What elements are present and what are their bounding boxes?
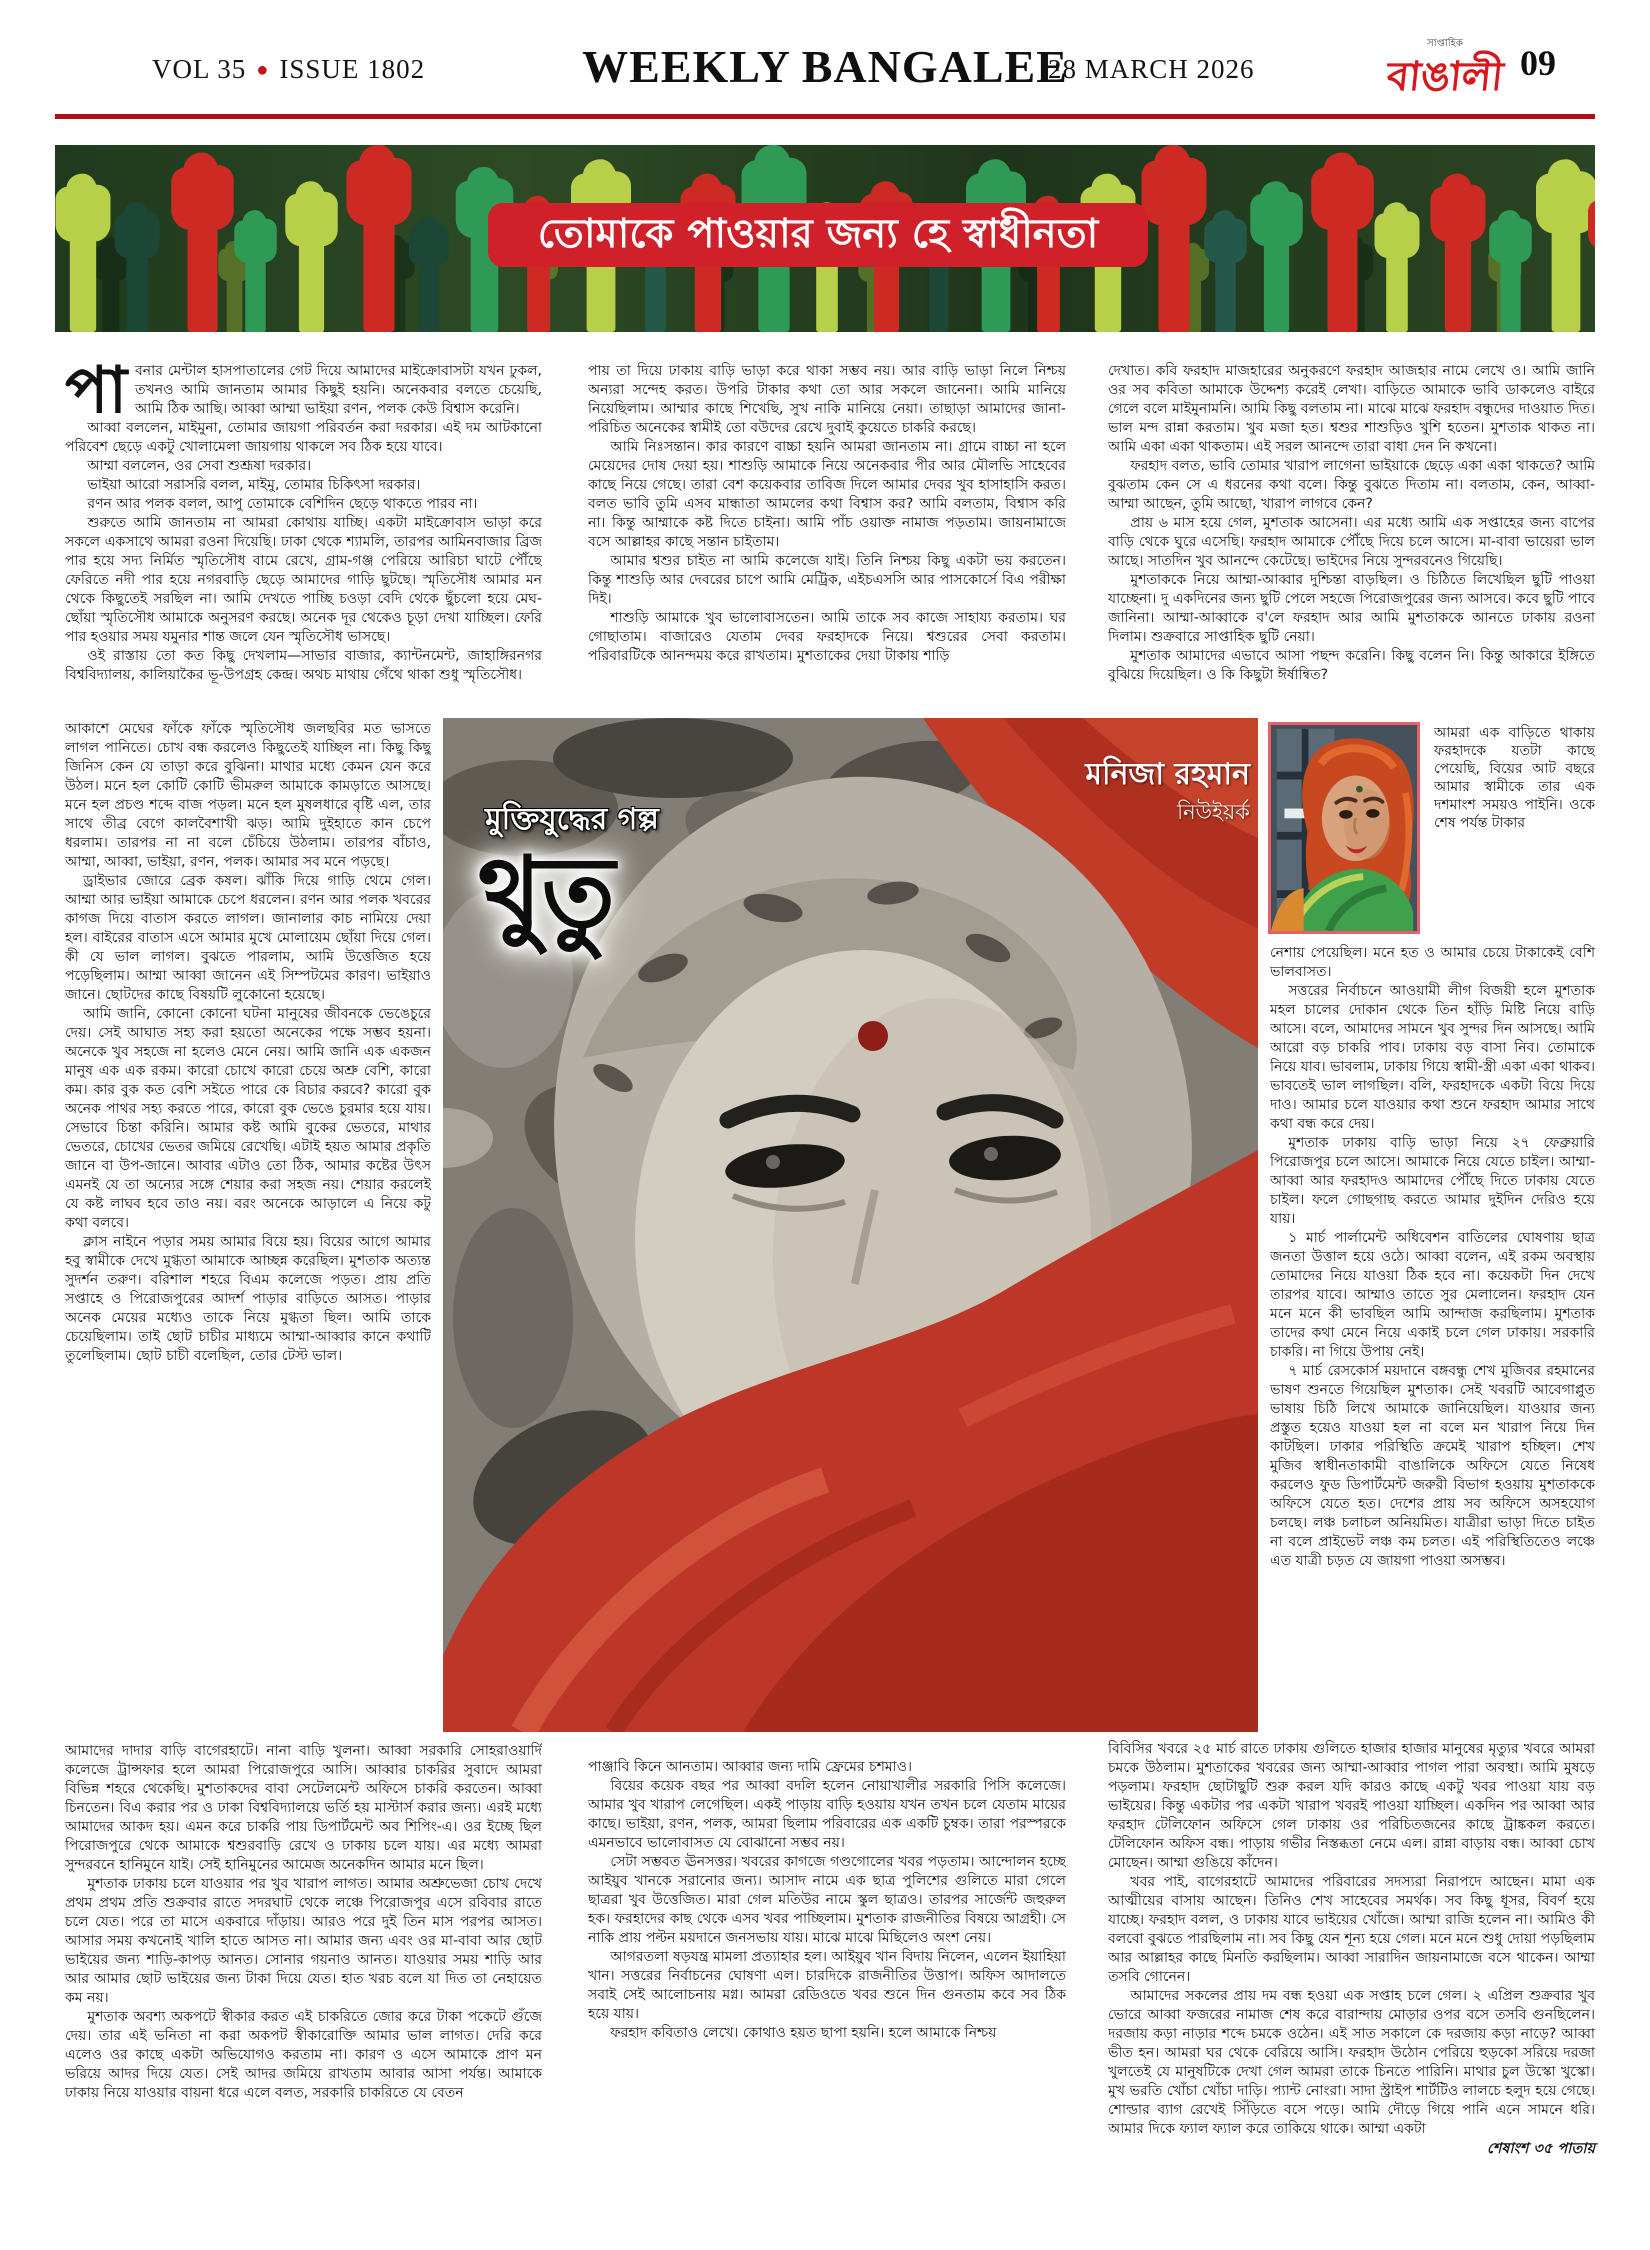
masthead-title: WEEKLY BANGALEE (582, 41, 1068, 92)
bindi-dot (858, 1021, 888, 1051)
paragraph: আগরতলা ষড়যন্ত্র মামলা প্রত্যাহার হল। আইয়ুব খান বিদায় নিলেন, এলেন ইয়াহিয়া খান। সত্তরের নির্বাচনের ঘোষণা এল। চারদিকে রাজনীতির উত্তাপ। অফিস আদালতে সবাই সেই আলোচনায় মগ্ন। আমরা রেডিওতে খবর শুনে দিন গুনতাম কবে সব ঠিক হয়ে যায়। (588, 1949, 1066, 2022)
independence-banner (55, 145, 1595, 332)
paragraph: মুশতাক ঢাকায় চলে যাওয়ার পর খুব খারাপ লাগত। আমার অশ্রুভেজা চোখ দেখে প্রথম প্রথম প্রতি শুক্রবার রাতে সদরঘাট থেকে লঞ্চে পিরোজপুর এসে রবিবার রাতে চলে যেত। পরে তা মাসে একবারে দাঁড়ায়। আরও পরে দুই তিন মাস পরপর আসত। আসার সময় কখনোই খালি হাতে আসত না। আমার জন্য এবং ওর মা-বাবা আর ছোট ভাইয়ের জন্য শাড়ি-কাপড় আনত। সোনার গয়নাও আনত। যাওয়ার সময় শাড়ি আর আর আমার ছোট ভাইয়ের জন্য টাকা দিয়ে যেত। হাত খরচ বলে যা দিত তা নেহায়েত কম নয়। (65, 1876, 542, 2006)
author-location: নিউইয়র্ক (1177, 800, 1250, 824)
column3-middle (1270, 944, 1595, 1734)
right-eye-glint (984, 1147, 998, 1161)
banner-title-box (488, 203, 1148, 267)
issue-date: 28 MARCH 2026 (1048, 54, 1255, 84)
paragraph: খবর পাই, বাগেরহাটে আমাদের পরিবারের সদস্যরা নিরাপদে আছেন। মামা এক আত্মীয়ের বাসায় আছেন। তিনিও শেখ সাহেবের সমর্থক। সব কিছু ধূসর, বিবর্ণ হয়ে যাচ্ছে। ফরহাদ বলল, ও ঢাকায় যাবে ভাইয়ের খোঁজে। আম্মা রাজি হলেন না। আমিও কী বলবো বুঝতে পারছিলাম না। সব কিছু যেন শূন্য হয়ে গেল। মনে মনে শুধু দোয়া পড়ছিলাম আর আল্লাহর কাছে মিনতি করছিলাম। আব্বা সারাদিন জায়নামাজে বসে থাকেন। আম্মা তসবি গোনেন। (1108, 1874, 1595, 1985)
lead-text: বনার মেন্টাল হাসপাতালের গেট দিয়ে আমাদের মাইক্রোবাসটা যখন ঢুকল, তখনও আমি জানতাম আমার কিছুই হয়নি। অনেকবার বলতে চেয়েছি, আমি ঠিক আছি। আব্বা আম্মা ভাইয়া রণন, পলক কেউ বিশ্বাস করেনি। (135, 363, 542, 417)
paragraph: আমাদের দাদার বাড়ি বাগেরহাটে। নানা বাড়ি খুলনা। আব্বা সরকারি সোহরাওয়ার্দি কলেজে ট্রান্সফার হলে আমরা পিরোজপুরে আসি। আব্বার চাকরির সুবাদে আমরা বিভিন্ন শহরে থেকেছি। মুশতাকদের বাবা সেটেলমেন্ট অফিসে চাকরি করতেন। আব্বা চিনতেন। বিএ করার পর ও ঢাকা বিশ্ববিদ্যালয়ে ভর্তি হয় মাস্টার্স করার জন্য। এরই মধ্যে আমাদের আকদ হয়। এমন করে চাকরি পায় ডিপার্টমেন্ট অব শিপিং-এ। ওর ইচ্ছে ছিল পিরোজপুরে থেকে আমাকে শ্বশুরবাড়ি রেখে ও ঢাকায় চলে যায়। এর মধ্যে আমরা সুন্দরবনে হানিমুনে যাই। সেই হানিমুনের আমেজ অনেকদিন আমার মনে ছিল। (65, 1743, 542, 1873)
author-portrait (1271, 725, 1417, 931)
header-rule (55, 114, 1595, 119)
paragraph: ৭ মার্চ রেসকোর্স ময়দানে বঙ্গবন্ধু শেখ মুজিবর রহমানের ভাষণ শুনতে গিয়েছিল মুশতাক। সেই খবরটি আবেগাপ্লুত ভাষায় চিঠি লিখে আমাকে জানিয়েছিল। যাওয়ার জন্য প্রস্তুত হয়েও যাওয়া হল না বলে মন খারাপ নিয়ে দিন কাটছিল। ঢাকার পরিস্থিতি ক্রমেই খারাপ হচ্ছিল। শেখ মুজিব স্বাধীনতাকামী বাঙালিকে অফিসে যেতে নিষেধ করলেও ফুড ডিপার্টমেন্ট জরুরী বিভাগ হওয়ায় মুশতাককে অফিসে যেতে হত। দেশের প্রায় সব অফিসে অসহযোগ চলছে। লঞ্চ চলাচল অনিয়মিত। যাত্রীরা ভাড়া দিতে চাইত না বলে প্রাইভেট লঞ্চ কম চলত। এই পরিস্থিতিতেও লঞ্চে এত যাত্রী চড়ত যে জায়গা পাওয়া অসম্ভব। (1270, 1363, 1595, 1569)
story-kicker: মুক্তিযুদ্ধের গল্প (485, 802, 659, 837)
author-name: মনিজা রহমান (1085, 757, 1250, 792)
logo-bangla-text: বাঙালী (1384, 54, 1506, 100)
column2-top (588, 362, 1066, 714)
column3-bottom (1108, 1740, 1595, 2162)
paragraph: ওই রাস্তায় তো কত কিছু দেখলাম—সাভার বাজার, ক্যান্টনমেন্ট, জাহাঙ্গিরনগর বিশ্ববিদ্যালয়, কালিয়াকৈর ভূ-উপগ্রহ কেন্দ্র। অথচ মাথায় গেঁথে থাকা শুধু স্মৃতিসৌধ। (65, 648, 542, 683)
column1-middle (65, 720, 431, 1732)
paragraph: শাশুড়ি আমাকে খুব ভালোবাসতেন। আমি তাকে সব কাজে সাহায্য করতাম। ঘর গোছাতাম। বাজারেও যেতাম দেবর ফরহাদকে নিয়ে। শ্বশুরের সেবা করতাম। পরিবারটিকে আনন্দময় করে রাখতাম। মুশতাকের দেয়া টাকায় শাড়ি (588, 610, 1066, 664)
paragraph: আমার শ্বশুর চাইত না আমি কলেজে যাই। তিনি নিশ্চয় কিছু একটা ভয় করতেন। কিন্তু শাশুড়ি আর দেবরের চাপে আমি মেট্রিক, এইচএসসি আর পাসকোর্সে বিএ পরীক্ষা দিই। (588, 553, 1066, 607)
banner-title: তোমাকে পাওয়ার জন্য হে স্বাধীনতা (537, 210, 1099, 257)
author-photo (1268, 722, 1420, 934)
column1-top (65, 362, 542, 716)
paragraph: বিবিসির খবরে ২৫ মার্চ রাতে ঢাকায় গুলিতে হাজার হাজার মানুষের মৃত্যুর খবরে আমরা চমকে উঠলাম। মুশতাকের খবরের জন্য আম্মা-আব্বার পাগল পারা অবস্থা। আমি মুষড়ে পড়লাম। ফরহাদ ছোটাছুটি শুরু করল যদি কারও কাছে একটু খবর পাওয়া যায় বড় ভাইয়ের। কিন্তু একটার পর একটা খারাপ খবরই পাওয়া যাচ্ছিল। একদিন পর আব্বা আর ফরহাদ টেলিফোন অফিসে গেল ঢাকায় ওর পরিচিতজনের কাছে ট্রাঙ্ককল করতে। টেলিফোন অফিস বন্ধ। পাড়ায় গভীর নিস্তব্ধতা নেমে এল। রান্না বাড়ায় বন্ধ। আব্বা চোখ মোছেন। আম্মা গুঙিয়ে কাঁদেন। (1108, 1741, 1595, 1871)
paragraph: সেটা সম্ভবত ঊনসত্তর। খবরের কাগজে গণ্ডগোলের খবর পড়তাম। আন্দোলন হচ্ছে আইয়ুব খানকে সরানোর জন্য। আসাদ নামে এক ছাত্র পুলিশের গুলিতে মারা গেলে ছাত্ররা খুব উত্তেজিত। মারা গেল মতিউর নামে স্কুল ছাত্রও। তারপর সার্জেন্ট জহুরুল হক। ফরহাদের কাছ থেকে এসব খবর পাচ্ছিলাম। মুশতাক রাজনীতির বিষয়ে আগ্রহী। সে নাকি প্রায় পল্টন ময়দানে জনসভায় যায়। মাঝে মাঝে মিছিলেও অংশ নেয়। (588, 1854, 1066, 1946)
paragraph: দেখাত। কবি ফরহাদ মাজহারের অনুকরণে ফরহাদ আজহার নামে লেখে ও। আমি জানি ওর সব কবিতা আমাকে উদ্দেশ্য করেই লেখা। বাড়িতে আমাকে ভাবি ডাকলেও বাইরে গেলে বলে মাইমুনামনি। আমি কিছু বলতাম না। মাঝে মাঝে ফরহাদ বন্ধুদের দাওয়াত দিত। ভাল মন্দ রান্না করতাম। খুব মজা হত। শ্বশুর শাশুড়িও খুশি হতেন। মুশতাক থাকত না। আমি একা একা থাকতাম। এই সরল আনন্দে তারা বাধা দেন নি কখনো। (1108, 363, 1595, 455)
issue-label: ISSUE 1802 (279, 54, 426, 84)
bullet-icon: ● (256, 59, 270, 81)
paragraph: আমরা এক বাড়িতে থাকায় ফরহাদকে যতটা কাছে পেয়েছি, বিয়ের আট বছরে আমার স্বামীকে তার এক দশমাংশ সময়ও পাইনি। ওকে শেষ পর্যন্ত টাকার (1434, 725, 1595, 831)
paragraph: মুশতাক আমাদের এভাবে আসা পছন্দ করেনি। কিছু বলেন নি। কিন্তু আকারে ইঙ্গিতে বুঝিয়ে দিয়েছিল। ও কি কিছুটা ঈর্ষান্বিত? (1108, 648, 1595, 683)
paragraph: পায় তা দিয়ে ঢাকায় বাড়ি ভাড়া করে থাকা সম্ভব নয়। আর বাড়ি ভাড়া নিলে নিশ্চয় অন্যরা সন্দেহ করত। উপরি টাকার কথা তো আর সকলে জানেনা। আমি মানিয়ে নিয়েছিলাম। আম্মার কাছে শিখেছি, সুখ নাকি মানিয়ে নেয়া। তাছাড়া আমাদের জানা-পরিচিত অনেকের স্বামীই তো বউদের রেখে দুবাই কুয়েতে চাকরি করছে। (588, 363, 1066, 436)
column1-bottom (65, 1742, 542, 2162)
column2-bottom (588, 1758, 1066, 2162)
paragraph: মুশতাককে নিয়ে আম্মা-আব্বার দুশ্চিন্তা বাড়ছিল। ও চিঠিতে লিখেছিল ছুটি পাওয়া যাচ্ছেনা। দু একদিনের জন্য ছুটি পেলে সহজে পিরোজপুরের জন্য আসবে। কবে ছুটি পাবে জানিনা। আম্মা-আব্বাকে ব'লে ফরহাদ আর আমি মুশতাককে আনতে ঢাকায় রওনা দিলাম। শুক্রবারে সাপ্তাহিক ছুটি নেয়া। (1108, 572, 1595, 645)
paragraph: মুশতাক অবশ্য অকপটে স্বীকার করত এই চাকরিতে জোর করে টাকা পকেটে গুঁজে দেয়। তার এই ভনিতা না করা অকপট স্বীকারোক্তি আমার ভাল লাগত। দেরি করে এলেও ওর কাছে একটা অভিযোগও করতাম না। কারণ ও এসে আমাকে প্রাণ মন ভরিয়ে আদর দিয়ে যেত। সেই আদর জমিয়ে রাখতাম আবার আসা পর্যন্ত। আমাকে ঢাকায় নিয়ে যাওয়ার বায়না ধরে এলে বলত, সরকারি চাকরিতে যে বেতন (65, 2009, 542, 2101)
volume-label: VOL 35 (152, 54, 247, 84)
paragraph: ১ মার্চ পার্লামেন্ট অধিবেশন বাতিলের ঘোষণায় ছাত্র জনতা উত্তাল হয়ে ওঠে। আব্বা বলেন, এই রকম অবস্থায় তোমাদের নিয়ে যাওয়া ঠিক হবে না। কয়েকটা দিন দেখে তারপর যাবে। আম্মাও তাতে সুর মেলালেন। ফরহাদ যেন মনে মনে কী ভাবছিল আমি আন্দাজ করছিলাম। মুশতাক তাদের কথা মেনে নিয়ে একাই চলে গেল ঢাকায়। সরকারি চাকরি। না গিয়ে উপায় নেই। (1270, 1230, 1595, 1360)
paragraph: মুশতাক ঢাকায় বাড়ি ভাড়া নিয়ে ২৭ ফেব্রুয়ারি পিরোজপুর চলে আসে। আমাকে নিয়ে যেতে চাইল। আম্মা-আব্বা আর ফরহাদও আমাদের পৌঁছে দিতে ঢাকায় যেতে চাইল। ফলে গোছগাছ করতে আমার দুইদিন দেরিও হয়ে যায়। (1270, 1135, 1595, 1227)
paragraph: ক্লাস নাইনে পড়ার সময় আমার বিয়ে হয়। বিয়ের আগে আমার হবু স্বামীকে দেখে মুগ্ধতা আমাকে আচ্ছন্ন করেছিল। মুশতাক অত্যন্ত সুদর্শন তরুণ। বরিশাল শহরে বিএম কলেজে পড়ত। প্রায় প্রতি সপ্তাহে ও পিরোজপুরের আদর্শ পাড়ার বাড়িতে আসত। পাড়ার অনেক মেয়ের মধ্যেও তাকে নিয়ে মুগ্ধতা ছিল। আমি তাকে চেয়েছিলাম। তাই ছোট চাচীর মাধ্যমে আম্মা-আব্বার কানে কথাটি তুলেছিলাম। ছোট চাচী বলেছিল, তোর টেস্ট ভাল। (65, 1234, 431, 1364)
paragraph: ড্রাইভার জোরে ব্রেক কষল। ঝাঁকি দিয়ে গাড়ি থেমে গেল। আম্মা আর ভাইয়া আমাকে চেপে ধরলেন। রণন আর পলক খবরের কাগজ দিয়ে বাতাস করতে লাগল। জানালার কাচ নামিয়ে দেয়া হল। বাইরের বাতাস এসে আমার মুখে মোলায়েম ছোঁয়া দিয়ে গেল। কী যে ভাল লাগল। বুঝতে পারলাম, আমি উত্তেজিত হয়ে পড়েছিলাম। আম্মা আব্বা জানেন এই সিম্পটমের কারণ। ভাইয়াও জানে। ছোটদের কাছে বিষয়টি লুকোনো হয়েছে। (65, 873, 431, 1003)
paragraph: প্রায় ৬ মাস হয়ে গেল, মুশতাক আসেনা। এর মধ্যে আমি এক সপ্তাহের জন্য বাপের বাড়ি থেকে ঘুরে এসেছি। ফরহাদ আমাকে পৌঁছে দিয়ে চলে আসে। মা-বাবা ভায়েরা ভাল আছে। সাতদিন খুব আনন্দে কেটেছে। ভাইদের নিয়ে সুন্দরবনেও গিয়েছি। (1108, 515, 1595, 569)
column3-beside-photo (1434, 724, 1595, 936)
lead-paragraph (65, 362, 542, 428)
paragraph: শুরুতে আমি জানতাম না আমরা কোথায় যাচ্ছি। একটা মাইক্রোবাস ভাড়া করে সকলে একসাথে আমরা রওনা দিয়েছি। ঢাকা থেকে শ্যামলি, তারপর আমিনবাজার ব্রিজ পার হয়ে সদ্য নির্মিত স্মৃতিসৌধ বামে রেখে, গ্রাম-গঞ্জ পেরিয়ে আরিচা ঘাটে পৌঁছে ফেরিতে নদী পার হয়ে নগরবাড়ি ছেড়ে আমাদের গাড়ি ছুটছে। স্মৃতিসৌধ আমার মন থেকে কিছুতেই সরছিল না। আমি দেখতে পাচ্ছি চওড়া বেদি থেকে ছুঁচলো হয়ে মেঘ-ছোঁয়া স্মৃতিসৌধ আমাকে অনুসরণ করছে। অনেক দূর থেকেও চূড়া দেখা যাচ্ছিল। ফেরি পার হওয়ার সময় যমুনার শান্ত জলে যেন স্মৃতিসৌধ ভাসছে। (65, 515, 542, 645)
paragraph: পাঞ্জাবি কিনে আনতাম। আব্বার জন্য দামি ফ্রেমের চশমাও। (588, 1759, 913, 1775)
paragraph: বিয়ের কয়েক বছর পর আব্বা বদলি হলেন নোয়াখালীর সরকারি পিসি কলেজে। আমার খুব খারাপ লেগেছিল। একই পাড়ায় বাড়ি হওয়ায় যখন তখন চলে যেতাম মায়ের কাছে। ভাইয়া, রণন, পলক, আমরা ছিলাম পরিবারের এক একটি চুম্বক। তারা পরস্পরকে এমনভাবে ভালোবাসত যে বোঝানো সম্ভব নয়। (588, 1778, 1066, 1851)
page-number: 09 (1520, 43, 1556, 83)
drop-cap: পা (65, 362, 128, 428)
paragraph: সত্তরের নির্বাচনে আওয়ামী লীগ বিজয়ী হলে মুশতাক মহল চালের দোকান থেকে তিন হাঁড়ি মিষ্টি নিয়ে বাড়ি আসে। বলে, আমাদের সামনে খুব সুন্দর দিন আসছে। আমি আরো বড় চাকরি পাব। ঢাকায় বড় বাসা নিব। তোমাকে নিয়ে যাব। ভাবলাম, ঢাকায় গিয়ে স্বামী-স্ত্রী একা একা থাকব। ভাবতেই ভাল লাগছিল। বলি, ফরহাদকে একটা বিয়ে দিয়ে দাও। আমার চলে যাওয়ার কথা শুনে ফরহাদ আমার সাথে কথা বন্ধ করে দেয়। (1270, 983, 1595, 1132)
continuation-note: শেষাংশ ৩৫ পাতায় (1380, 2138, 1595, 2162)
paragraph: আমাদের সকলের প্রায় দম বন্ধ হওয়া এক সপ্তাহ চলে গেল। ২ এপ্রিল শুক্রবার খুব ভোরে আব্বা ফজরের নামাজ শেষ করে বারান্দায় মোড়ার ওপর বসে তসবি গুনছিলেন। দরজায় কড়া নাড়ার শব্দে চমকে ওঠেন। এই সাত সকালে কে দরজায় কড়া নাড়ে? আব্বা ভীত হন। আমরা ঘর থেকে বেরিয়ে আসি। ফরহাদ উঠোন পেরিয়ে হুড়কো সরিয়ে দরজা খুলতেই যে মানুষটিকে দেখা গেল আমরা তাকে চিনতে পারিনি। মাথার চুল উস্কো খুস্কো। মুখ ভরতি খোঁচা খোঁচা দাড়ি। প্যান্ট নোংরা। সাদা স্ট্রাইপ শার্টটিও লালচে হলুদ হয়ে গেছে। শোল্ডার ব্যাগ রেখেই সিঁড়িতে বসে পড়ে। আমি দৌড়ে গিয়ে পানি এনে সামনে ধরি। আমার দিকে ফ্যাল ফ্যাল করে তাকিয়ে থাকে। আম্মা একটা (1108, 1988, 1595, 2137)
paragraph: আমি জানি, কোনো কোনো ঘটনা মানুষের জীবনকে ভেঙেচুরে দেয়। সেই আঘাত সহ্য করা হয়তো অনেকের পক্ষে সম্ভব হয়না। অনেকে খুব সহজে না হলেও মেনে নেয়। আমি জানি এক একজন মানুষ এক এক রকম। কারো চোখে কারো চেয়ে অশ্রু বেশি, কারো কম। কার বুক কত বেশি সইতে পারে কে বিচার করবে? কারো বুক অনেক পাথর সহ্য করতে পারে, কারো বুক ভেঙে চুরমার হয়ে যায়। সেভাবে চিন্তা করিনি। আমার কষ্ট আমি বুকের ভেতরে, মাথার ভেতরে, চোখের ভেতর জমিয়ে রেখেছি। এটাই হয়ত আমার প্রকৃতি জানে বা উপ-জানে। আবার এটাও তো ঠিক, আমার কষ্টের উৎস এমনই যে তা অন্যের সঙ্গে শেয়ার করা সহজ নয়। শেয়ার করলেই যে কষ্ট লাঘব হবে তাও নয়। বরং অনেকে আড়ালে এ নিয়ে কটু কথা বলবে। (65, 1006, 431, 1231)
column3-top (1108, 362, 1595, 716)
paragraph: ফরহাদ কবিতাও লেখে। কোথাও হয়ত ছাপা হয়নি। হলে আমাকে নিশ্চয় (610, 2025, 997, 2041)
paragraph: আমি নিঃসন্তান। কার কারণে বাচ্চা হয়নি আমরা জানতাম না। গ্রামে বাচ্চা না হলে মেয়েদের দোষ দেয়া হয়। শাশুড়ি আমাকে নিয়ে অনেকবার পীর আর মৌলভি সাহেবের কাছে নিয়ে গেছে। তারা বেশ কয়েকবার তাবিজ দিলে আমার দেবর খুব হাসাহাসি করত। বলত ভাবি তুমি এসব মান্ধাতা আমলের কথা বিশ্বাস কর? আমি বলতাম, বিশ্বাস করি না। কিন্তু আম্মাকে কষ্ট দিতে চাইনা। আমি পাঁচ ওয়াক্ত নামাজ পড়তাম। জায়নামাজে বসে আল্লাহর কাছে সন্তান চাইতাম। (588, 439, 1066, 550)
left-eye-glint (766, 1155, 780, 1169)
paragraph: রণন আর পলক বলল, আপু তোমাকে বেশিদিন ছেড়ে থাকতে পারব না। (87, 496, 478, 512)
newspaper-logo (1384, 36, 1506, 104)
paragraph: আকাশে মেঘের ফাঁকে ফাঁকে স্মৃতিসৌধ জলছবির মত ভাসতে লাগল পানিতে। চোখ বন্ধ করলেও কিছুতেই যাচ্ছিল না। কিছু কিছু জিনিস কেন যে তাড়া করে বুঝিনা। মাথার মধ্যে কেমন যেন করে উঠল। মনে হল কোটি কোটি ভীমরুল আমাকে কামড়াতে আসছে। মনে হল প্রচণ্ড শব্দে বাজ পড়ল। মনে হল মুষলধারে বৃষ্টি এল, তার সাথে তীব্র বেগে কালবৈশাখী ঝড়। আমি দুইহাতে কান চেপে ধরলাম। তারপর না না বলে চেঁচিয়ে উঠলাম। তারপর বাঁচাও, আম্মা, আব্বা, ভাইয়া, রণন, পলক। আমার সব মনে পড়ছে। (65, 721, 431, 870)
paragraph: আম্মা বললেন, ওর সেবা শুশ্রূষা দরকার। (87, 458, 312, 474)
paragraph: নেশায় পেয়েছিল। মনে হত ও আমার চেয়ে টাকাকেই বেশি ভালবাসত। (1270, 945, 1595, 980)
paragraph: আব্বা বললেন, মাইমুনা, তোমার জায়গা পরিবর্তন করা দরকার। এই দম আটকানো পরিবেশ ছেড়ে একটু খোলামেলা জায়গায় থাকলে সব ঠিক হয়ে যাবে। (65, 420, 542, 455)
paragraph: ফরহাদ বলত, ভাবি তোমার খারাপ লাগেনা ভাইয়াকে ছেড়ে একা একা থাকতে? আমি বুঝতাম কেন সে এ ধরনের কথা বলে। কিন্তু বুঝতে দিতাম না। বলতাম, কেন, আব্বা-আম্মা আছেন, তুমি আছো, খারাপ লাগবে কেন? (1108, 458, 1595, 512)
paragraph: ভাইয়া আরো সরাসরি বলল, মাইমু, তোমার চিকিৎসা দরকার। (87, 477, 421, 493)
story-headline: থুতু (478, 836, 615, 950)
logo-small-text: সাপ্তাহিক (1427, 38, 1463, 49)
